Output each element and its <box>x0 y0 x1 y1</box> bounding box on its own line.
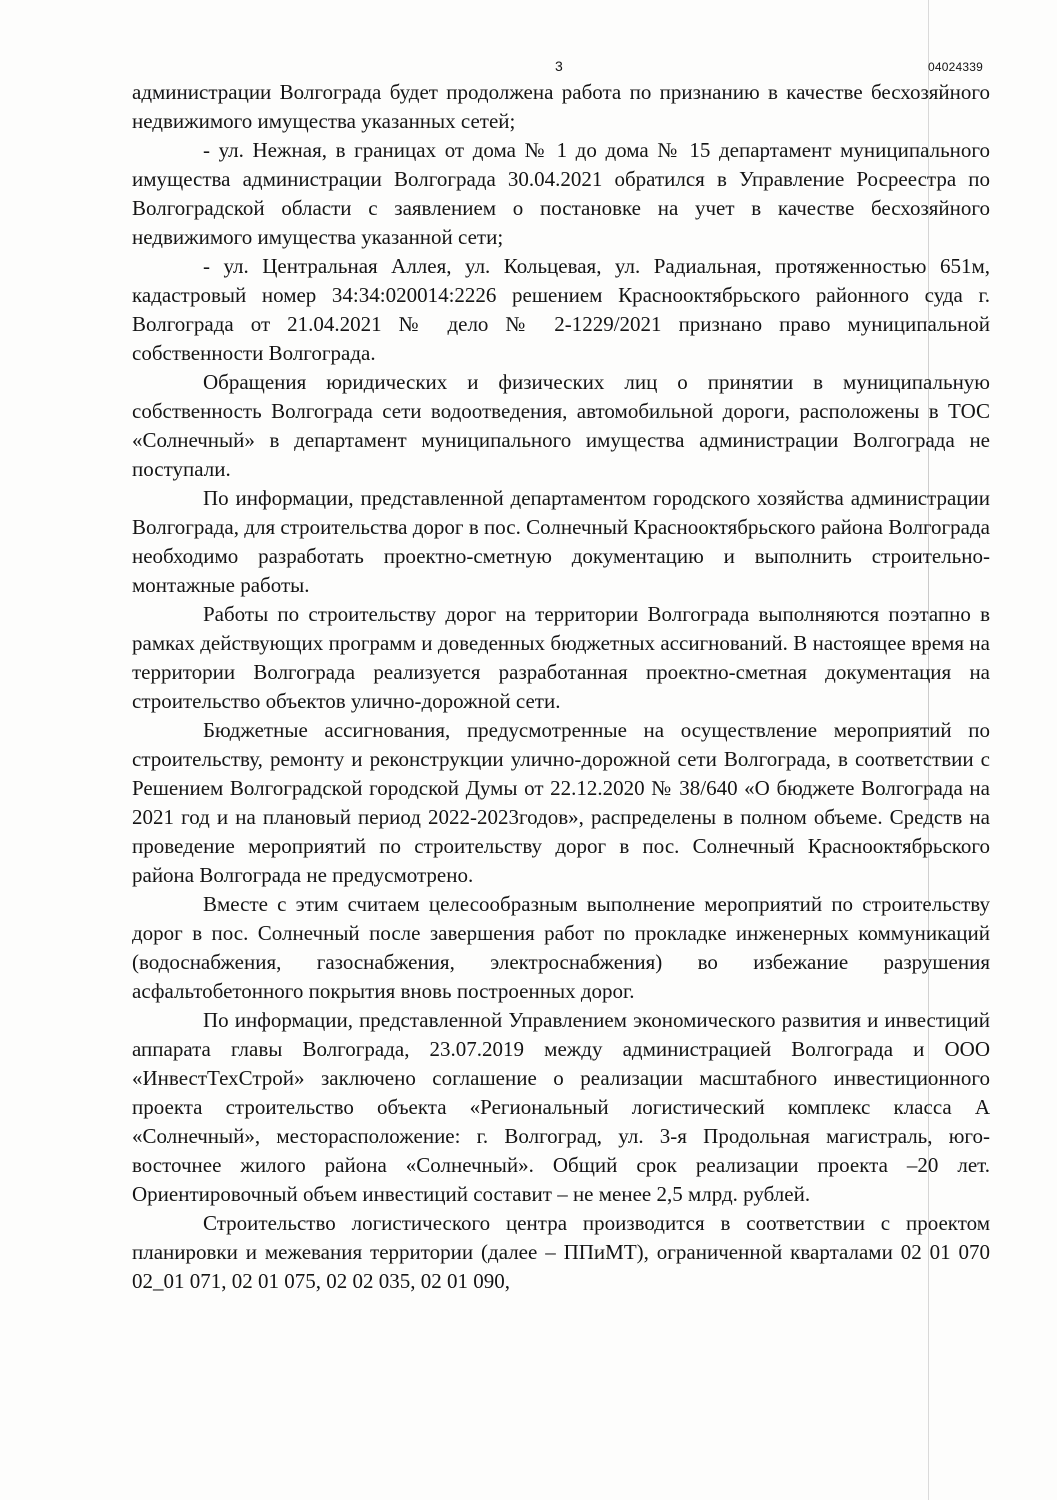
paragraph-continuation: администрации Волгограда будет продолжена работа по признанию в качестве бесхозяйного недвижимого имущества указанных сетей; <box>132 80 990 133</box>
paragraph-requests: Обращения юридических и физических лиц о принятии в муниципальную собственность Волгограда сети водоотведения, автомобильной дороги, расположены в ТОС «Солнечный» в департамент муниципального имущества администрации Волгограда не поступали. <box>132 370 990 481</box>
paragraph-city-economy: По информации, представленной департаментом городского хозяйства администрации Волгограда, для строительства дорог в пос. Солнечный Краснооктябрьского района Волгограда необходимо разработать проектно-сметную документацию и выполнить строительно-монтажные работы. <box>132 486 990 597</box>
paragraph-logistics: Строительство логистического центра производится в соответствии с проектом планировки и межевания территории (далее – ППиМТ), ограниченной кварталами 02 01 070 02_01 071, 02 01 075, 02 02 035, 02 01 090, <box>132 1211 990 1293</box>
page-number: 3 <box>555 58 563 74</box>
paragraph-road-works: Работы по строительству дорог на территории Волгограда выполняются поэтапно в рамках действующих программ и доведенных бюджетных ассигнований. В настоящее время на территории Волгограда реализуется разработанная проектно-сметная документация на строительство объектов улично-дорожной сети. <box>132 602 990 713</box>
document-number: 04024339 <box>928 60 983 74</box>
paragraph-budget: Бюджетные ассигнования, предусмотренные на осуществление мероприятий по строительству, ремонту и реконструкции улично-дорожной сети Волгограда, в соответствии с Решением Волгоградской городской Думы от 22.12.2020 № 38/640 «О бюджете Волгограда на 2021 год и на плановый период 2022-2023годов», распределены в полном объеме. Средств на проведение мероприятий по строительству дорог в пос. Солнечный Краснооктябрьского района Волгограда не предусмотрено. <box>132 718 990 887</box>
paragraph-street-tsentralnaya: - ул. Центральная Аллея, ул. Кольцевая, ул. Радиальная, протяженностью 651м, кадастровый номер 34:34:020014:2226 решением Краснооктябрьского районного суда г. Волгограда от 21.04.2021 № дело № 2-1229/2021 признано право муниципальной собственности Волгограда. <box>132 254 990 365</box>
paragraph-street-nezhnaya: - ул. Нежная, в границах от дома № 1 до дома № 15 департамент муниципального имущества администрации Волгограда 30.04.2021 обратился в Управление Росреестра по Волгоградской области с заявлением о постановке на учет в качестве бесхозяйного недвижимого имущества указанной сети; <box>132 138 990 249</box>
document-body <box>132 78 990 1296</box>
paragraph-investment: По информации, представленной Управлением экономического развития и инвестиций аппарата главы Волгограда, 23.07.2019 между администрацией Волгограда и ООО «ИнвестТехСтрой» заключено соглашение о реализации масштабного инвестиционного проекта строительство объекта «Региональный логистический комплекс класса А «Солнечный», месторасположение: г. Волгоград, ул. 3-я Продольная магистраль, юго-восточнее жилого района «Солнечный». Общий срок реализации проекта –20 лет. Ориентировочный объем инвестиций составит – не менее 2,5 млрд. рублей. <box>132 1008 990 1206</box>
paragraph-expedient: Вместе с этим считаем целесообразным выполнение мероприятий по строительству дорог в пос. Солнечный после завершения работ по прокладке инженерных коммуникаций (водоснабжения, газоснабжения, электроснабжения) во избежание разрушения асфальтобетонного покрытия вновь построенных дорог. <box>132 892 990 1003</box>
